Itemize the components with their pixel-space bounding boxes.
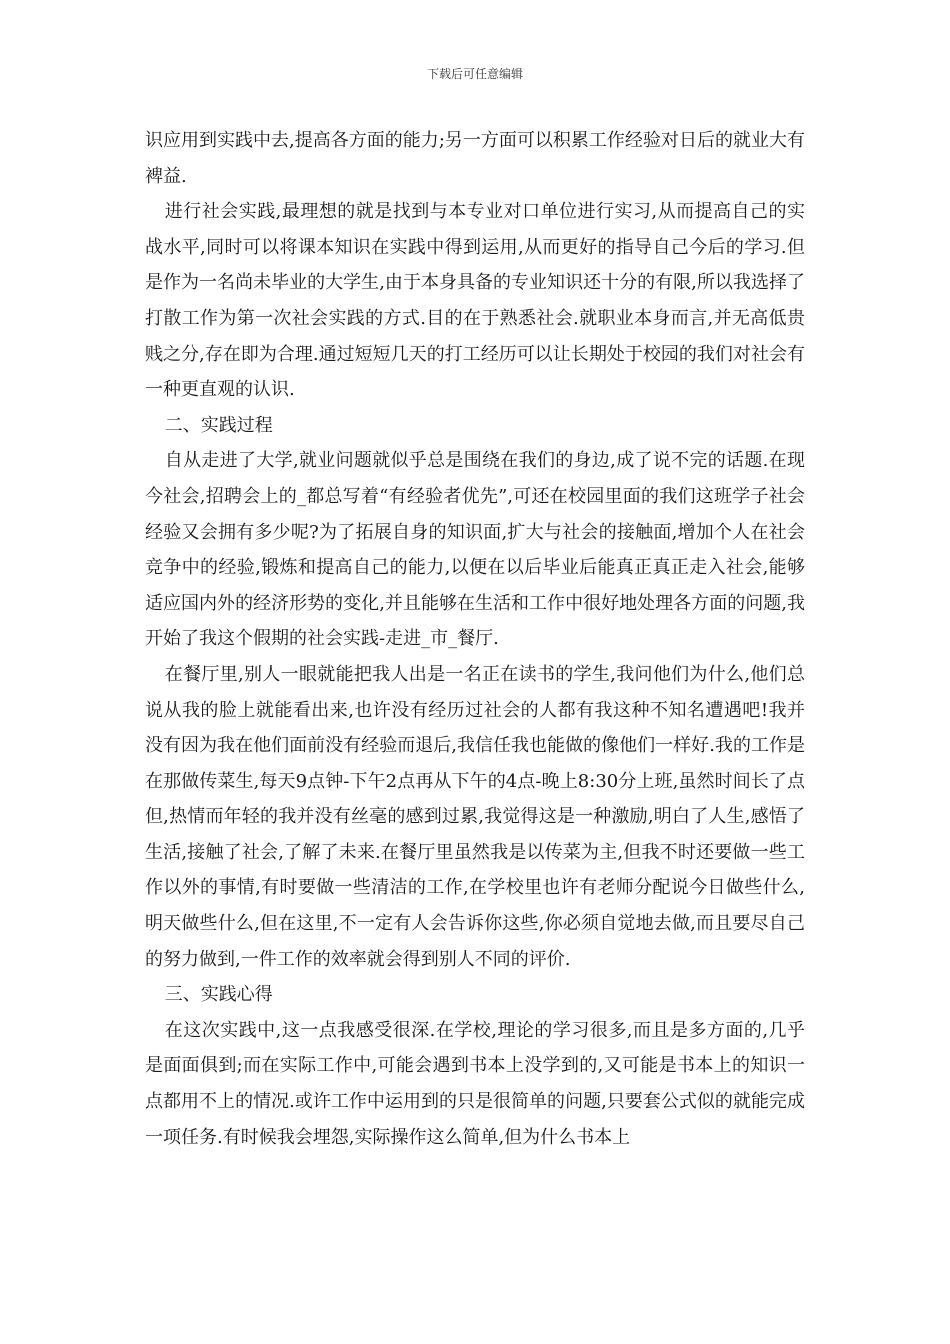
paragraph-in-restaurant: 在餐厅里,别人一眼就能把我人出是一名正在读书的学生,我问他们为什么,他们总说从我的脸上就能看出来,也许没有经历过社会的人都有我这种不知名遭遇吧!我并没有因为我在他们面前没有经验而退后,我信任我也能做的像他们一样好.我的工作是在那做传菜生,每天9点钟-下午2点再从下午的4点-晚上8:30分上班,虽然时间长了点但,热情而年轻的我并没有丝毫的感到过累,我觉得这是一种激励,明白了人生,感悟了生活,接触了社会,了解了未来.在餐厅里虽然我是以传菜为主,但我不时还要做一些工作以外的事情,有时要做一些清洁的工作,在学校里也许有老师分配说今日做些什么,明天做些什么,但在这里,不一定有人会告诉你这些,你必须自觉地去做,而且要尽自己的努力做到,一件工作的效率就会得到别人不同的评价. [145, 663, 805, 970]
paragraph-this-practice: 在这次实践中,这一点我感受很深.在学校,理论的学习很多,而且是多方面的,几乎是面面俱到;而在实际工作中,可能会遇到书本上没学到的,又可能是书本上的知识一点都用不上的情况.或许工作中运用到的只是很简单的问题,只要套公式似的就能完成一项任务.有时候我会埋怨,实际操作这么简单,但为什么书本上 [145, 1019, 805, 1148]
paragraph-since-college: 自从走进了大学,就业问题就似乎总是围绕在我们的身边,成了说不完的话题.在现今社会,招聘会上的_都总写着“有经验者优先”,可还在校园里面的我们这班学子社会经验又会拥有多少呢?为了拓展自身的知识面,扩大与社会的接触面,增加个人在社会竞争中的经验,锻炼和提高自己的能力,以便在以后毕业后能真正真正走入社会,能够适应国内外的经济形势的变化,并且能够在生活和工作中很好地处理各方面的问题,我开始了我这个假期的社会实践-走进_市_餐厅. [145, 450, 805, 650]
paragraph-continuation: 识应用到实践中去,提高各方面的能力;另一方面可以积累工作经验对日后的就业大有裨益. [145, 130, 805, 187]
page-header-note: 下载后可任意编辑 [426, 67, 523, 81]
section-heading-practice-process: 二、实践过程 [164, 414, 273, 436]
paragraph-social-practice: 进行社会实践,最理想的就是找到与本专业对口单位进行实习,从而提高自己的实战水平,同时可以将课本知识在实践中得到运用,从而更好的指导自己今后的学习.但是作为一名尚未毕业的大学生,由于本身具备的专业知识还十分的有限,所以我选择了打散工作为第一次社会实践的方式.目的在于熟悉社会.就职业本身而言,并无高低贵贱之分,存在即为合理.通过短短几天的打工经历可以让长期处于校园的我们对社会有一种更直观的认识. [145, 201, 805, 401]
section-heading-practice-reflections: 三、实践心得 [164, 984, 273, 1006]
document-body [145, 123, 805, 1155]
